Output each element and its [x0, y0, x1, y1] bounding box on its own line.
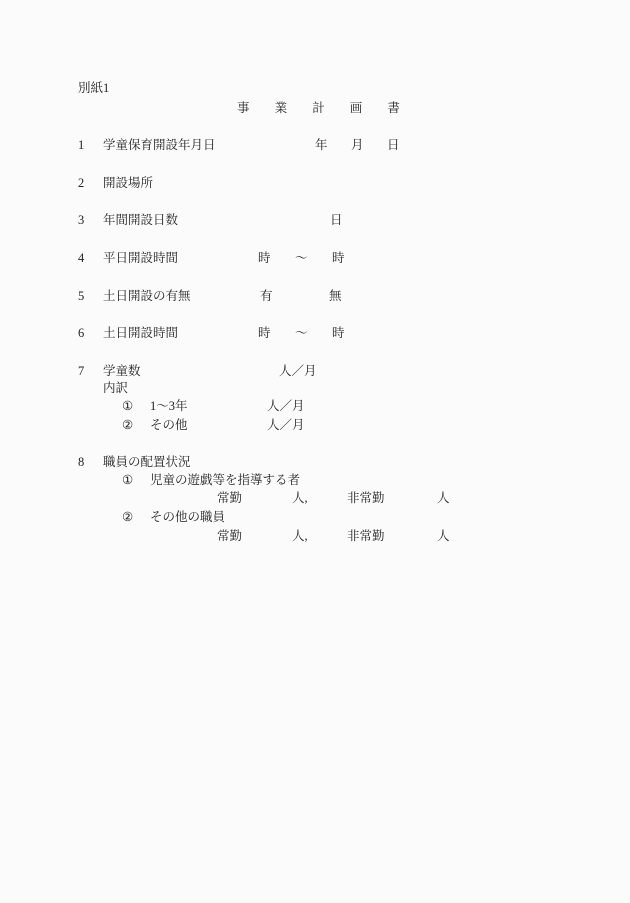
item-6-time-units: 時 ～ 時 — [258, 326, 351, 340]
item-5-option-no: 無 — [329, 289, 342, 303]
item-7-number: 7 — [78, 364, 85, 378]
item-7-unit: 人／月 — [279, 364, 317, 378]
item-8-sub-1-label: 児童の遊戯等を指導する者 — [150, 473, 301, 487]
item-3-label: 年間開設日数 — [103, 213, 179, 227]
item-7-sub-2-number: ② — [122, 418, 134, 432]
item-8-sub-1-parttime-unit: 人 — [437, 491, 450, 505]
item-2-number: 2 — [78, 176, 85, 190]
item-4-number: 4 — [78, 251, 85, 265]
item-8-sub-2-fulltime-unit: 人, — [292, 529, 308, 543]
item-7-label: 学童数 — [103, 364, 141, 378]
item-7-sub-1-unit: 人／月 — [267, 399, 305, 413]
item-6-number: 6 — [78, 326, 85, 340]
item-7-sub-1-label: 1～3年 — [150, 399, 188, 413]
item-7-sub-2-unit: 人／月 — [267, 418, 305, 432]
item-1-date-units: 年 月 日 — [315, 138, 406, 152]
item-8-sub-2-fulltime-label: 常勤 — [217, 529, 243, 543]
item-3-number: 3 — [78, 213, 85, 227]
item-5-number: 5 — [78, 289, 85, 303]
item-8-sub-1-fulltime-unit: 人, — [292, 491, 308, 505]
item-1-label: 学童保育開設年月日 — [103, 138, 216, 152]
item-4-time-units: 時 ～ 時 — [258, 251, 351, 265]
item-7-sub-2-label: その他 — [150, 418, 188, 432]
item-8-sub-1-parttime-label: 非常勤 — [347, 491, 385, 505]
item-8-sub-2-parttime-unit: 人 — [437, 529, 450, 543]
item-8-sub-1-number: ① — [122, 473, 134, 487]
attachment-label: 別紙1 — [78, 81, 110, 95]
item-8-sub-2-label: その他の職員 — [150, 510, 226, 524]
item-8-sub-2-number: ② — [122, 510, 134, 524]
document-title: 事 業 計 画 書 — [237, 101, 407, 115]
item-8-number: 8 — [78, 455, 85, 469]
item-1-number: 1 — [78, 138, 85, 152]
item-8-sub-1-fulltime-label: 常勤 — [217, 491, 243, 505]
item-8-label: 職員の配置状況 — [103, 455, 191, 469]
item-5-option-yes: 有 — [260, 289, 273, 303]
item-2-label: 開設場所 — [103, 176, 154, 190]
item-7-sub-1-number: ① — [122, 399, 134, 413]
item-8-sub-2-parttime-label: 非常勤 — [347, 529, 385, 543]
item-7-breakdown-label: 内訳 — [103, 381, 129, 395]
item-5-label: 土日開設の有無 — [103, 289, 191, 303]
item-3-day-unit: 日 — [330, 213, 343, 227]
item-4-label: 平日開設時間 — [103, 251, 179, 265]
item-6-label: 土日開設時間 — [103, 326, 179, 340]
